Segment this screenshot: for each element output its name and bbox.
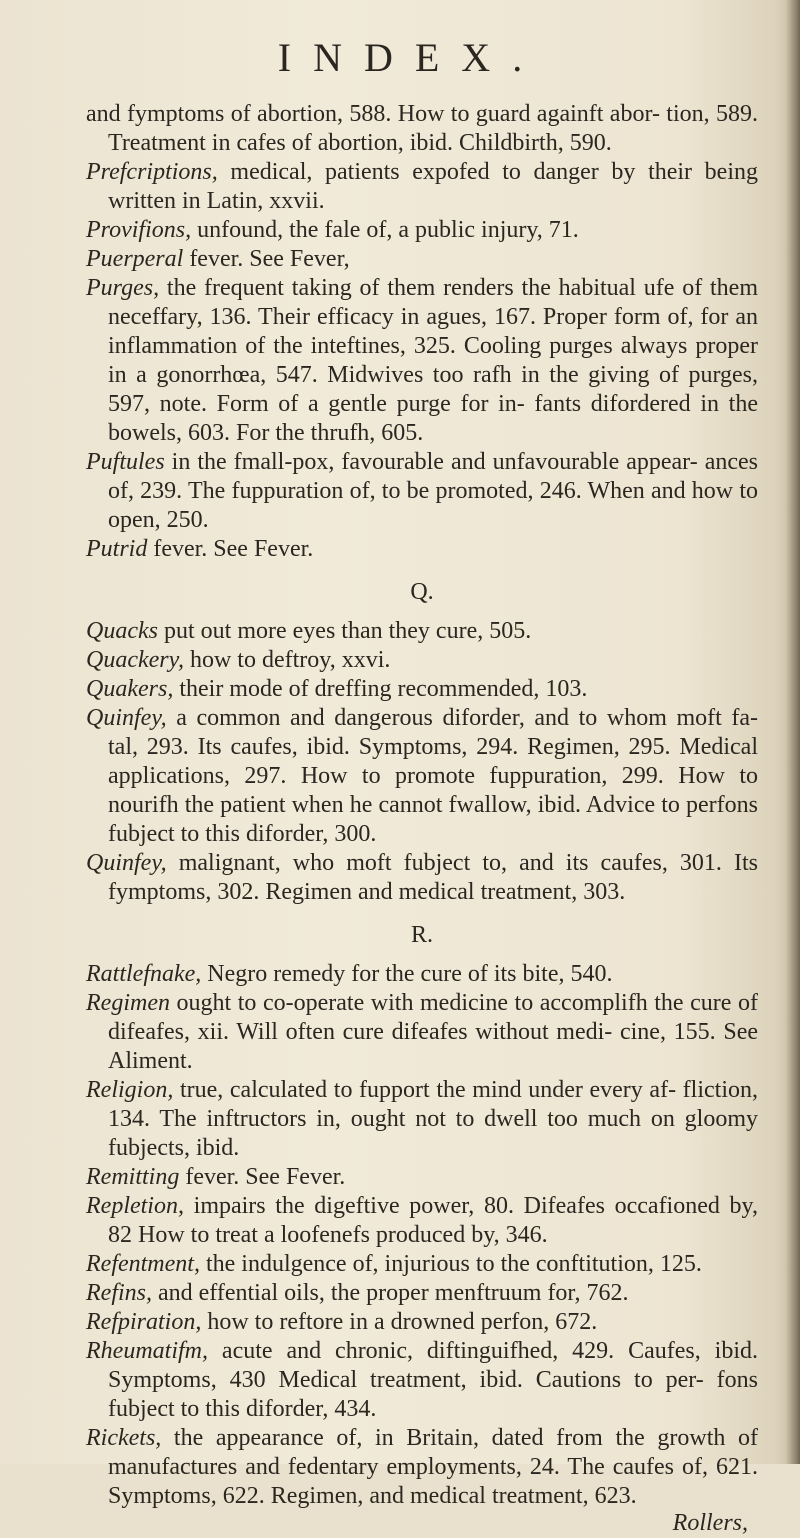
entry-text: medical, patients expofed to danger by their being written in Latin, xxvii. (108, 159, 758, 214)
section-p (86, 100, 758, 564)
entry-text: their mode of dreffing recommended, 103. (173, 676, 588, 702)
entry-headword: Quakers, (86, 676, 174, 702)
entry-headword: Puerperal (86, 246, 184, 272)
index-entry (86, 1424, 758, 1511)
index-entry (86, 1192, 758, 1250)
entry-text: fever. See Fever. (147, 536, 314, 562)
entry-text: true, calculated to fupport the mind under every af- fliction, 134. The inftructors in, ought not to dwell too much on gloomy fubjects, ibid. (108, 1077, 758, 1161)
catchword: Rollers, (672, 1510, 748, 1536)
index-entry (86, 617, 758, 646)
index-entry (86, 989, 758, 1076)
entry-headword: Rattlefnake, (86, 961, 202, 987)
index-entry (86, 245, 758, 274)
entry-headword: Putrid (86, 536, 148, 562)
index-entry (86, 535, 758, 564)
entry-headword: Refins, (86, 1280, 152, 1306)
entry-text: how to deftroy, xxvi. (183, 647, 391, 673)
page-edge-shadow (786, 0, 800, 1464)
index-entry (86, 1279, 758, 1308)
index-entry (86, 849, 758, 907)
index-entry (86, 274, 758, 448)
index-entry (86, 448, 758, 535)
entry-headword: Refentment, (86, 1251, 200, 1277)
entry-text: malignant, who moft fubject to, and its caufes, 301. Its fymptoms, 302. Regimen and medical treatment, 303. (108, 850, 758, 905)
index-entry (86, 1163, 758, 1192)
entry-text: impairs the digeftive power, 80. Difeafes occafioned by, 82 How to treat a loofenefs produced by, 346. (108, 1193, 758, 1248)
index-entry (86, 1250, 758, 1279)
entry-headword: Regimen (86, 990, 170, 1016)
entry-text: and effential oils, the proper menftruum for, 762. (152, 1280, 629, 1306)
entry-headword: Purges, (86, 275, 160, 301)
entry-headword: Rheumatifm, (86, 1338, 208, 1364)
section-r (86, 960, 758, 1511)
entry-text: Negro remedy for the cure of its bite, 540. (201, 961, 613, 987)
entry-headword: Quinfey, (86, 705, 167, 731)
index-entry (86, 1337, 758, 1424)
index-entry (86, 1076, 758, 1163)
section-letter-r: R. (410, 922, 433, 948)
entry-headword: Religion, (86, 1077, 174, 1103)
index-entry (86, 158, 758, 216)
index-content (86, 100, 758, 1538)
entry-headword: Quinfey, (86, 850, 167, 876)
index-entry (86, 100, 758, 158)
index-entry (86, 704, 758, 849)
entry-headword: Quacks (86, 618, 158, 644)
entry-text: the appearance of, in Britain, dated from the growth of manufactures and fedentary employments, 24. The caufes of, 621. Symptoms, 622. Regimen, and medical treatment, 623. (108, 1425, 758, 1509)
section-q (86, 617, 758, 907)
entry-headword: Repletion, (86, 1193, 184, 1219)
entry-text: a common and dangerous diforder, and to whom moft fa- tal, 293. Its caufes, ibid. Symptoms, 294. Regimen, 295. Medical applications, 297. How to promote fuppuration, 299. How to nourifh the patient when he cannot fwallow, ibid. Advice to perfons fubject to this diforder, 300. (108, 705, 758, 847)
index-entry (86, 960, 758, 989)
entry-text: put out more eyes than they cure, 505. (157, 618, 532, 644)
index-entry (86, 1308, 758, 1337)
section-letter-q: Q. (410, 579, 434, 605)
page-header-title: INDEX. (277, 35, 545, 80)
entry-text: in the fmall-pox, favourable and unfavourable appear- ances of, 239. The fuppuration of, to be promoted, 246. When and how to open, 250. (108, 449, 758, 533)
entry-headword: Quackery, (86, 647, 184, 673)
entry-headword: Remitting (86, 1164, 180, 1190)
entry-text: unfound, the fale of, a public injury, 71. (191, 217, 579, 243)
entry-headword: Puftules (86, 449, 165, 475)
index-entry (86, 216, 758, 245)
entry-text: fever. See Fever. (179, 1164, 346, 1190)
entry-text: ought to co-operate with medicine to accomplifh the cure of difeafes, xii. Will often cure difeafes without medi- cine, 155. See Aliment. (108, 990, 758, 1074)
entry-text: the indulgence of, injurious to the conftitution, 125. (199, 1251, 702, 1277)
entry-text: acute and chronic, diftinguifhed, 429. Caufes, ibid. Symptoms, 430 Medical treatment, ibid. Cautions to per- fons fubject to this diforder, 434. (108, 1338, 758, 1422)
entry-headword: Provifions, (86, 217, 192, 243)
entry-text: and fymptoms of abortion, 588. How to guard againft abor- tion, 589. Treatment in cafes of abortion, ibid. Childbirth, 590. (86, 101, 758, 156)
index-entry (86, 646, 758, 675)
entry-headword: Rickets, (86, 1425, 162, 1451)
entry-text: the frequent taking of them renders the habitual ufe of them neceffary, 136. Their efficacy in agues, 167. Proper form of, for an inflammation of the inteftines, 325. Cooling purges always proper in a gonorrhœa, 547. Midwives too rafh in the giving of purges, 597, note. Form of a gentle purge for in- fants difordered in the bowels, 603. For the thrufh, 605. (108, 275, 758, 446)
entry-text: how to reftore in a drowned perfon, 672. (201, 1309, 598, 1335)
entry-headword: Refpiration, (86, 1309, 202, 1335)
entry-text: fever. See Fever, (183, 246, 350, 272)
entry-headword: Prefcriptions, (86, 159, 218, 185)
index-entry (86, 675, 758, 704)
